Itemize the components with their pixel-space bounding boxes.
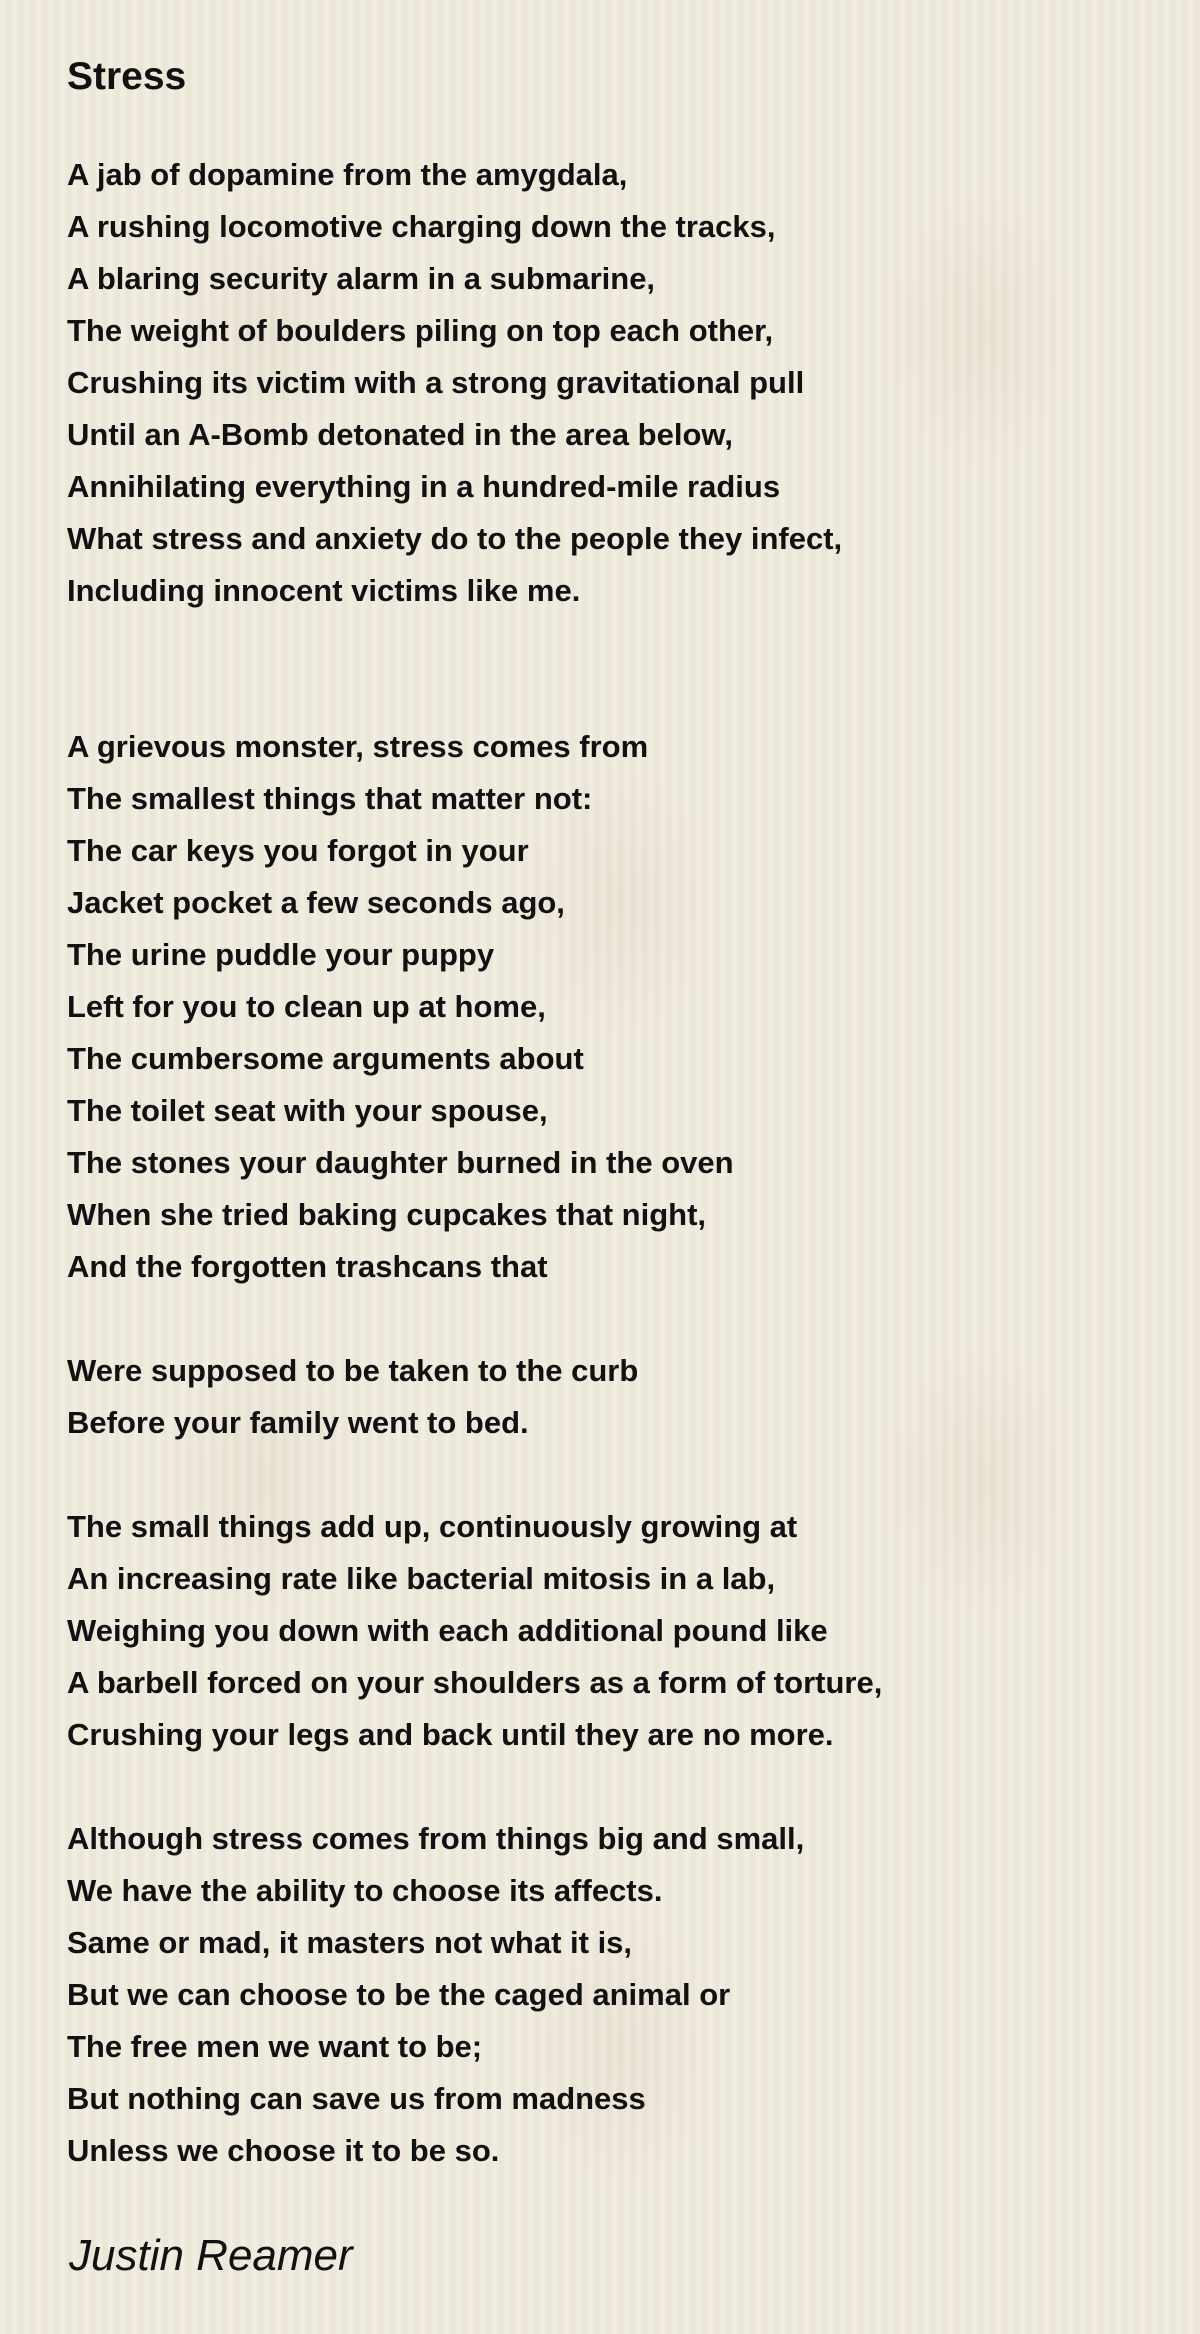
poem-line: But we can choose to be the caged animal or — [67, 1977, 731, 2012]
poem-line: Same or mad, it masters not what it is, — [67, 1925, 633, 1960]
poem-line: A blaring security alarm in a submarine, — [67, 261, 656, 296]
poem-line: And the forgotten trashcans that — [67, 1249, 548, 1284]
poem-line: Unless we choose it to be so. — [67, 2133, 500, 2168]
poem-line: The urine puddle your puppy — [67, 937, 495, 972]
poem-line: Left for you to clean up at home, — [67, 989, 546, 1024]
poem-line: Before your family went to bed. — [67, 1405, 529, 1440]
poem-line: A grievous monster, stress comes from — [67, 729, 649, 764]
poem-line: Weighing you down with each additional pound like — [67, 1613, 828, 1648]
poem-line: The free men we want to be; — [67, 2029, 483, 2064]
stanza-break — [67, 1449, 1147, 1501]
poem-line: The smallest things that matter not: — [67, 781, 593, 816]
stanza-break — [67, 1293, 1147, 1345]
poem-line: Including innocent victims like me. — [67, 573, 581, 608]
poem-line: What stress and anxiety do to the people they infect, — [67, 521, 843, 556]
poem-line: Were supposed to be taken to the curb — [67, 1353, 639, 1388]
poem-line: Annihilating everything in a hundred-mile radius — [67, 469, 781, 504]
poem-line: The toilet seat with your spouse, — [67, 1093, 548, 1128]
poem-line: An increasing rate like bacterial mitosis in a lab, — [67, 1561, 776, 1596]
poem-line: The small things add up, continuously growing at — [67, 1509, 798, 1544]
poem-line: When she tried baking cupcakes that night, — [67, 1197, 707, 1232]
poem-body — [67, 149, 1147, 2177]
poem-line: Jacket pocket a few seconds ago, — [67, 885, 565, 920]
stanza-break — [67, 617, 1147, 669]
poem-line: But nothing can save us from madness — [67, 2081, 646, 2116]
poem-line: Although stress comes from things big and small, — [67, 1821, 805, 1856]
poem-line: A barbell forced on your shoulders as a form of torture, — [67, 1665, 883, 1700]
poem-line: The car keys you forgot in your — [67, 833, 529, 868]
poem-title: Stress — [67, 55, 187, 98]
stanza-break — [67, 669, 1147, 721]
poem-line: The weight of boulders piling on top each other, — [67, 313, 774, 348]
poem-line: A rushing locomotive charging down the tracks, — [67, 209, 776, 244]
poem-author: Justin Reamer — [69, 2231, 353, 2280]
poem-line: The stones your daughter burned in the oven — [67, 1145, 734, 1180]
poem-line: Crushing its victim with a strong gravitational pull — [67, 365, 805, 400]
poem-line: We have the ability to choose its affects. — [67, 1873, 663, 1908]
stanza-break — [67, 1761, 1147, 1813]
poem-line: The cumbersome arguments about — [67, 1041, 584, 1076]
poem-line: A jab of dopamine from the amygdala, — [67, 157, 628, 192]
poem-line: Until an A-Bomb detonated in the area below, — [67, 417, 733, 452]
poem-line: Crushing your legs and back until they are no more. — [67, 1717, 834, 1752]
